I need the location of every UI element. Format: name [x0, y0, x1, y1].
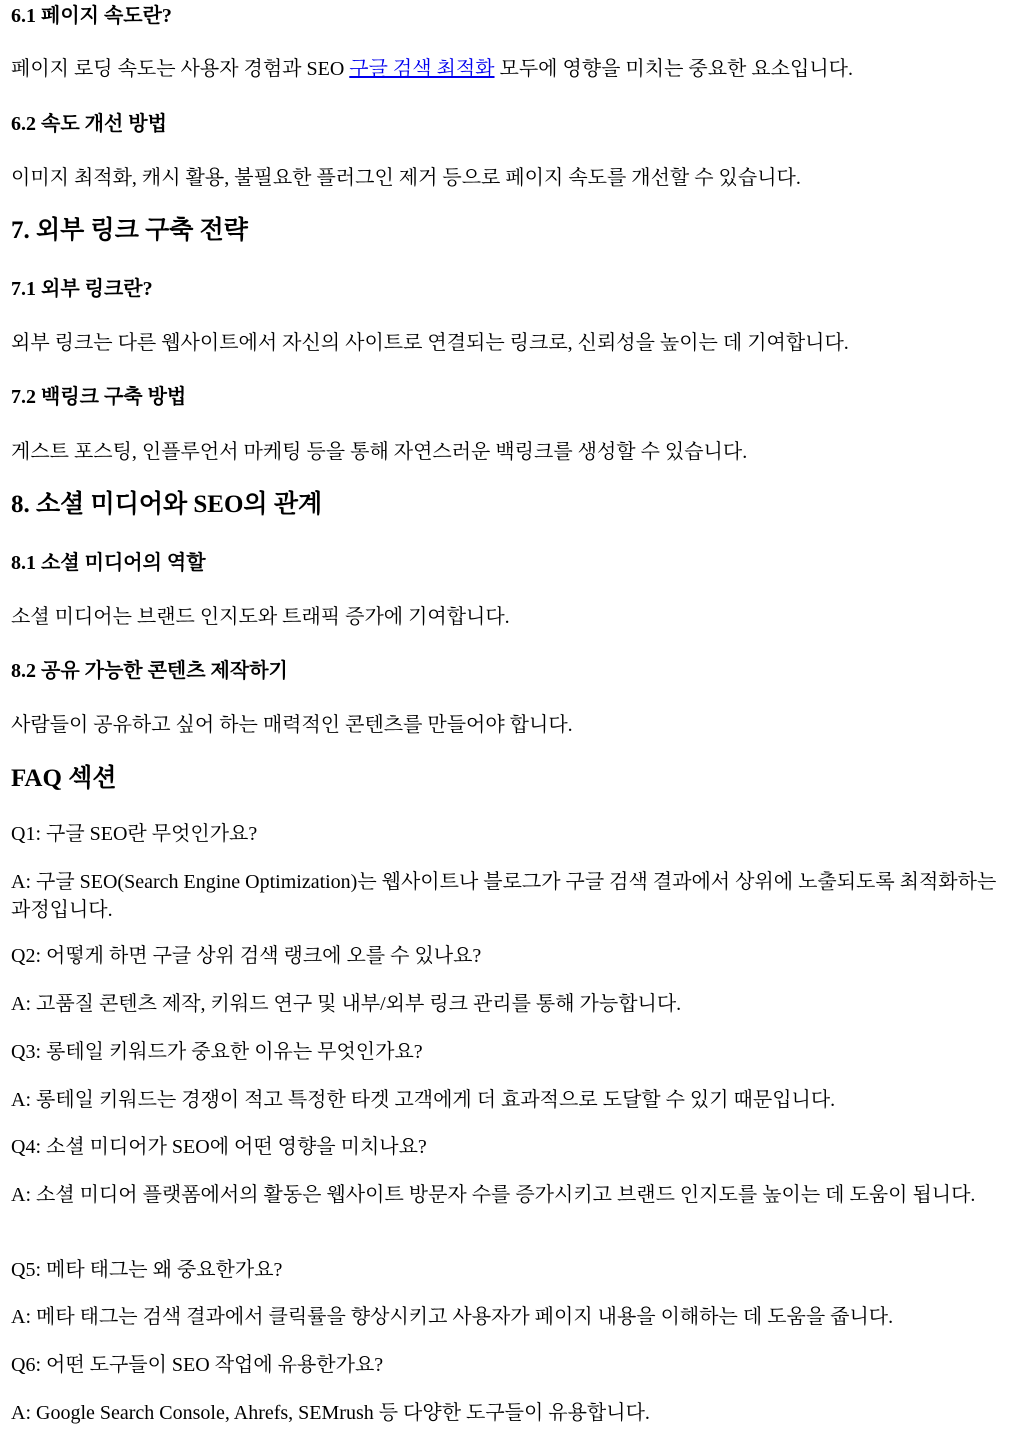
faq-question: Q6: 어떤 도구들이 SEO 작업에 유용한가요? — [11, 1354, 384, 1376]
section-8-1-heading: 8.1 소셜 미디어의 역할 — [11, 552, 206, 574]
section-7-1-heading: 7.1 외부 링크란? — [11, 278, 153, 300]
section-6-1-paragraph — [11, 55, 1014, 83]
faq-answer: A: 소셜 미디어 플랫폼에서의 활동은 웹사이트 방문자 수를 증가시키고 브랜드 인지도를 높이는 데 도움이 됩니다. — [11, 1184, 976, 1206]
faq-answer: A: 고품질 콘텐츠 제작, 키워드 연구 및 내부/외부 링크 관리를 통해 가능합니다. — [11, 993, 682, 1015]
faq-answer: A: 구글 SEO(Search Engine Optimization)는 웹사이트나 블로그가 구글 검색 결과에서 상위에 노출되도록 최적화하는 과정입니다. — [11, 871, 997, 921]
faq-question: Q1: 구글 SEO란 무엇인가요? — [11, 823, 258, 845]
section-7-heading: 7. 외부 링크 구축 전략 — [11, 217, 248, 244]
faq-answer: A: 롱테일 키워드는 경쟁이 적고 특정한 타겟 고객에게 더 효과적으로 도달할 수 있기 때문입니다. — [11, 1089, 836, 1111]
section-7-1-paragraph: 외부 링크는 다른 웹사이트에서 자신의 사이트로 연결되는 링크로, 신뢰성을 높이는 데 기여합니다. — [11, 332, 849, 354]
section-6-1-text-before: 페이지 로딩 속도는 사용자 경험과 SEO — [11, 58, 350, 80]
section-7-2-heading: 7.2 백링크 구축 방법 — [11, 386, 187, 408]
google-seo-link[interactable]: 구글 검색 최적화 — [349, 58, 495, 80]
faq-question: Q2: 어떻게 하면 구글 상위 검색 랭크에 오를 수 있나요? — [11, 945, 482, 967]
faq-question: Q5: 메타 태그는 왜 중요한가요? — [11, 1259, 283, 1281]
faq-question: Q3: 롱테일 키워드가 중요한 이유는 무엇인가요? — [11, 1041, 423, 1063]
faq-heading: FAQ 섹션 — [11, 765, 117, 792]
faq-question: Q4: 소셜 미디어가 SEO에 어떤 영향을 미치나요? — [11, 1136, 427, 1158]
faq-answer: A: Google Search Console, Ahrefs, SEMrush 등 다양한 도구들이 유용합니다. — [11, 1402, 650, 1424]
section-8-2-heading: 8.2 공유 가능한 콘텐츠 제작하기 — [11, 660, 288, 682]
section-6-2-heading: 6.2 속도 개선 방법 — [11, 113, 167, 135]
section-6-1-text-after: 모두에 영향을 미치는 중요한 요소입니다. — [494, 58, 853, 80]
section-6-1-heading: 6.1 페이지 속도란? — [11, 5, 172, 27]
faq-answer: A: 메타 태그는 검색 결과에서 클릭률을 향상시키고 사용자가 페이지 내용을 이해하는 데 도움을 줍니다. — [11, 1306, 894, 1328]
section-8-heading: 8. 소셜 미디어와 SEO의 관계 — [11, 491, 323, 518]
section-6-2-paragraph: 이미지 최적화, 캐시 활용, 불필요한 플러그인 제거 등으로 페이지 속도를 개선할 수 있습니다. — [11, 167, 801, 189]
section-7-2-paragraph: 게스트 포스팅, 인플루언서 마케팅 등을 통해 자연스러운 백링크를 생성할 수 있습니다. — [11, 441, 748, 463]
section-8-1-paragraph: 소셜 미디어는 브랜드 인지도와 트래픽 증가에 기여합니다. — [11, 606, 510, 628]
section-8-2-paragraph: 사람들이 공유하고 싶어 하는 매력적인 콘텐츠를 만들어야 합니다. — [11, 714, 573, 736]
